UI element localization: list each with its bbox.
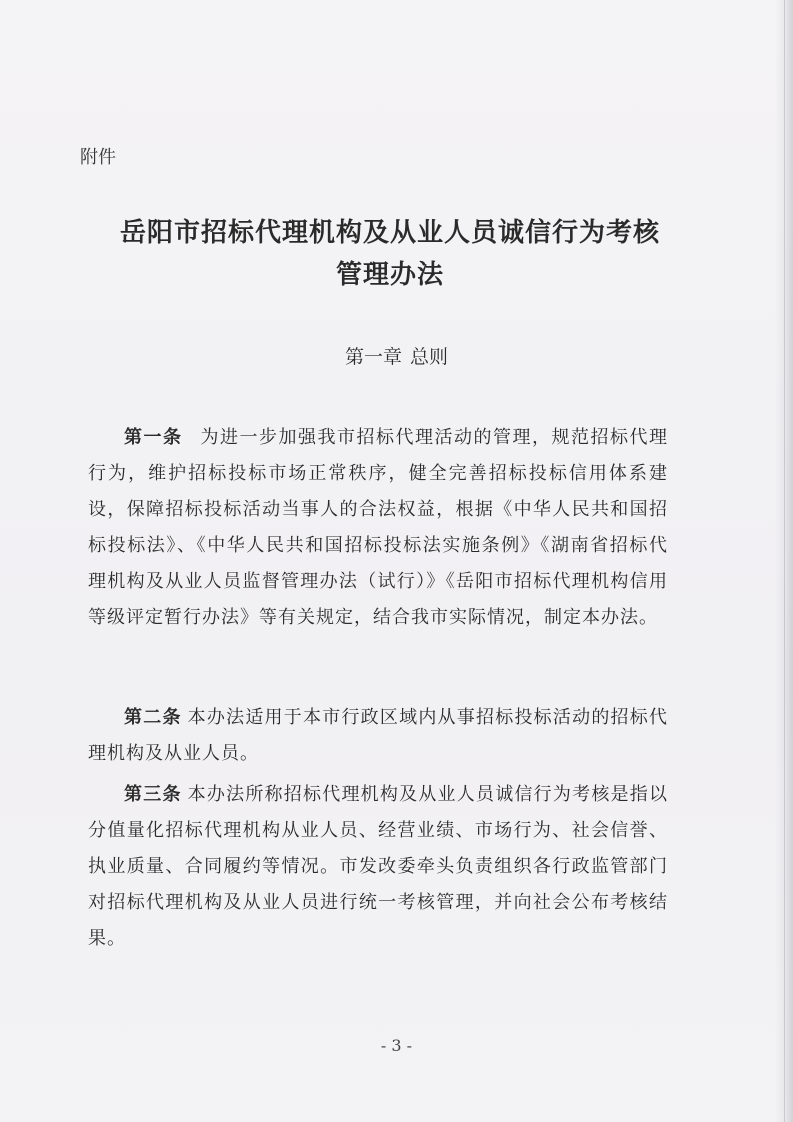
chapter-number: 第一章 — [344, 346, 402, 368]
document-title-line-2: 管理办法 — [335, 260, 444, 290]
article-2-text: 本办法适用于本市行政区域内从事招标投标活动的招标代理机构及从业人员。 — [88, 707, 669, 764]
page-edge-line — [784, 0, 785, 1122]
article-3-label: 第三条 — [124, 784, 182, 805]
chapter-heading — [0, 342, 793, 369]
article-1 — [88, 420, 668, 636]
article-2 — [88, 700, 668, 772]
document-title-line-1: 岳阳市招标代理机构及从业人员诚信行为考核 — [119, 218, 660, 248]
article-2-label: 第二条 — [124, 707, 182, 728]
attachment-label: 附件 — [80, 147, 116, 168]
chapter-name: 总则 — [410, 346, 449, 368]
article-1-label: 第一条 — [124, 427, 183, 448]
page-number: - 3 - — [380, 1036, 413, 1055]
article-1-text: 为进一步加强我市招标代理活动的管理，规范招标代理行为，维护招标投标市场正常秩序，健全完善招标投标信用体系建设，保障招标投标活动当事人的合法权益，根据《中华人民共和国招标投标法》、《中华人民共和国招标投标法实施条例》《湖南省招标代理机构及从业人员监督管理办法（试行）》《岳阳市招标代理机构信用等级评定暂行办法》等有关规定，结合我市实际情况，制定本办法。 — [88, 427, 668, 628]
article-3-text: 本办法所称招标代理机构及从业人员诚信行为考核是指以分值量化招标代理机构从业人员、经营业绩、市场行为、社会信誉、执业质量、合同履约等情况。市发改委牵头负责组织各行政监管部门对招标代理机构及从业人员进行统一考核管理，并向社会公布考核结果。 — [88, 784, 669, 949]
article-3 — [88, 777, 668, 957]
